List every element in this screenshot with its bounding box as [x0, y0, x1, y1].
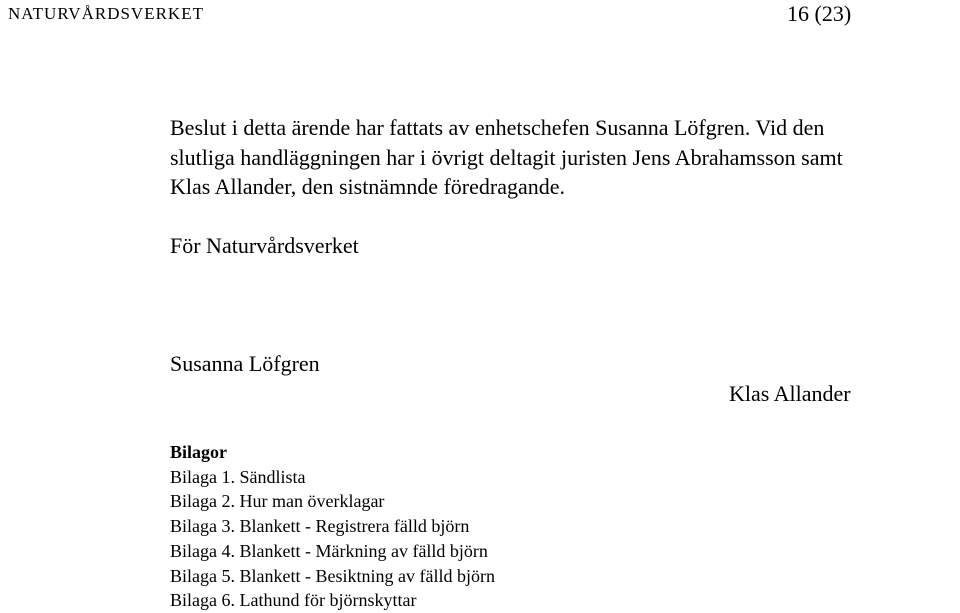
agency-header: NATURVÅRDSVERKET	[8, 4, 204, 23]
attachment-item: Bilaga 1. Sändlista	[170, 466, 306, 487]
decision-paragraph	[170, 113, 960, 202]
attachments-heading: Bilagor	[170, 442, 227, 462]
for-agency-line: För Naturvårdsverket	[170, 233, 359, 258]
attachment-item: Bilaga 4. Blankett - Märkning av fälld björn	[170, 540, 488, 561]
signer-decision-maker: Susanna Löfgren	[170, 351, 320, 376]
paragraph-line: slutliga handläggningen har i övrigt deltagit juristen Jens Abrahamsson samt	[170, 144, 843, 170]
attachment-item: Bilaga 2. Hur man överklagar	[170, 491, 385, 512]
paragraph-line: Klas Allander, den sistnämnde föredragande.	[170, 174, 565, 199]
attachment-item: Bilaga 6. Lathund för björnskyttar	[170, 590, 417, 611]
attachment-item: Bilaga 3. Blankett - Registrera fälld björn	[170, 516, 470, 537]
attachments-list	[170, 440, 495, 613]
signer-rapporteur: Klas Allander	[729, 381, 851, 406]
page-number: 16 (23)	[787, 1, 852, 26]
paragraph-line: Beslut i detta ärende har fattats av enhetschefen Susanna Löfgren. Vid den	[170, 115, 825, 140]
attachment-item: Bilaga 5. Blankett - Besiktning av fälld björn	[170, 565, 495, 586]
